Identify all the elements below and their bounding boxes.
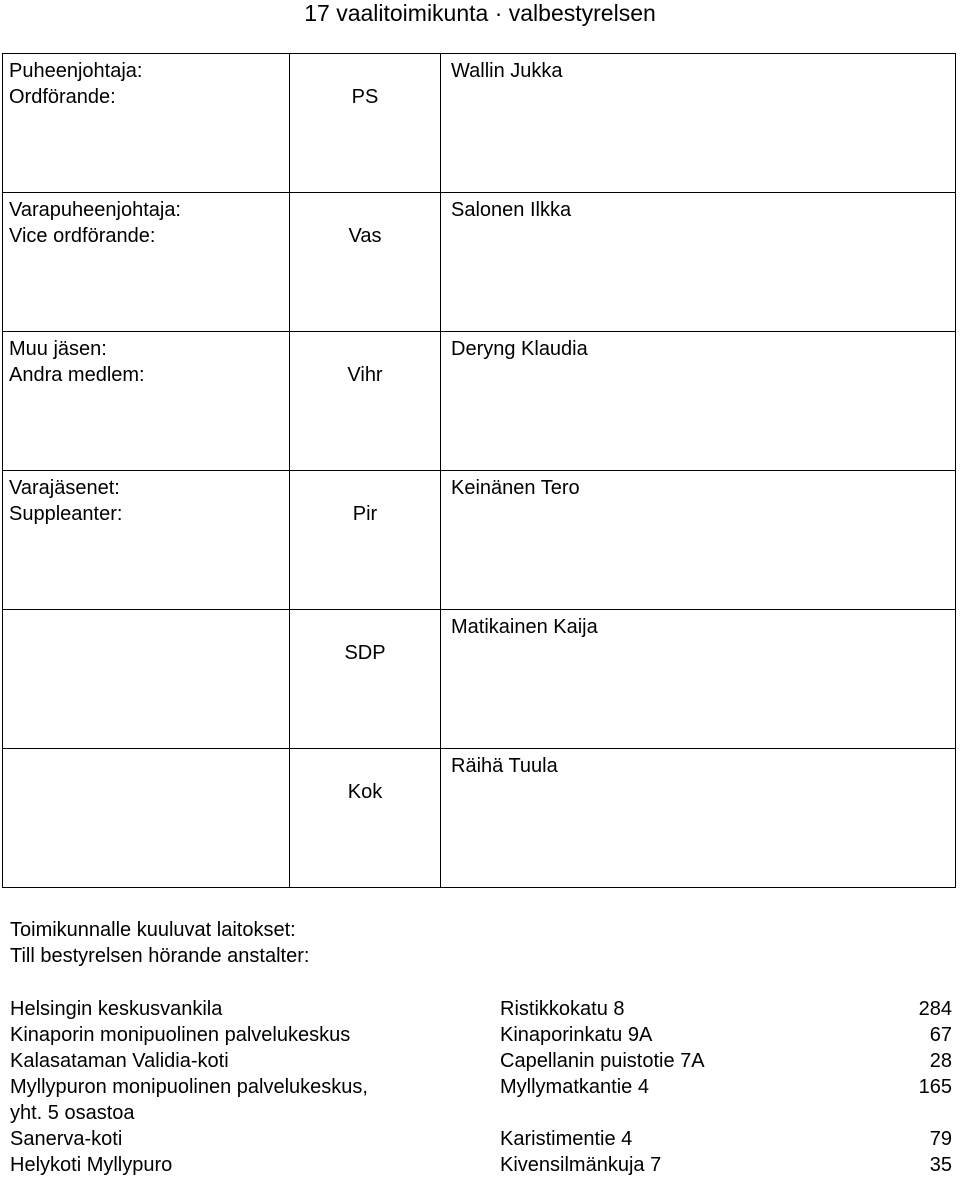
institution-name: Sanerva-koti <box>10 1128 123 1150</box>
institution-name: yht. 5 osastoa <box>10 1102 135 1124</box>
member-name-cell <box>441 54 956 193</box>
role-fi: Muu jäsen: <box>9 338 107 360</box>
institution-count: 284 <box>918 998 952 1020</box>
institution-name: Kinaporin monipuolinen palvelukeskus <box>10 1024 351 1046</box>
institution-address: Capellanin puistotie 7A <box>500 1050 705 1072</box>
role-cell <box>3 610 290 749</box>
member-name: Deryng Klaudia <box>451 338 588 360</box>
role-cell <box>3 54 290 193</box>
member-name: Salonen Ilkka <box>451 199 572 221</box>
institution-address: Myllymatkantie 4 <box>500 1076 649 1098</box>
institution-row <box>10 1048 952 1074</box>
role-cell <box>3 471 290 610</box>
member-name: Keinänen Tero <box>451 477 580 499</box>
role-sv: Suppleanter: <box>9 503 123 525</box>
role-cell <box>3 749 290 888</box>
institution-row <box>10 1152 952 1178</box>
member-name-cell <box>441 332 956 471</box>
institution-row <box>10 1126 952 1152</box>
party-cell: Vihr <box>290 332 441 471</box>
institution-count: 67 <box>929 1024 952 1046</box>
institution-name: Kalasataman Validia-koti <box>10 1050 229 1072</box>
institutions-heading-sv: Till bestyrelsen hörande anstalter: <box>10 945 310 967</box>
committee-row <box>3 332 956 471</box>
role-fi: Varajäsenet: <box>9 477 120 499</box>
institutions-list <box>10 996 952 1178</box>
role-fi: Puheenjohtaja: <box>9 60 143 82</box>
role-cell <box>3 193 290 332</box>
committee-table <box>2 53 956 888</box>
institution-name: Helsingin keskusvankila <box>10 998 223 1020</box>
role-sv: Vice ordförande: <box>9 225 156 247</box>
member-name-cell <box>441 193 956 332</box>
role-fi: Varapuheenjohtaja: <box>9 199 181 221</box>
institution-row <box>10 1022 952 1048</box>
institution-name: Myllypuron monipuolinen palvelukeskus, <box>10 1076 368 1098</box>
party-cell: Vas <box>290 193 441 332</box>
member-name-cell <box>441 749 956 888</box>
committee-row <box>3 749 956 888</box>
institution-count: 79 <box>929 1128 952 1150</box>
party-cell: Kok <box>290 749 441 888</box>
institution-count <box>830 1100 952 1126</box>
party-cell: Pir <box>290 471 441 610</box>
page-title: 17 vaalitoimikunta · valbestyrelsen <box>304 0 656 26</box>
institution-name: Helykoti Myllypuro <box>10 1154 173 1176</box>
member-name: Räihä Tuula <box>451 755 558 777</box>
institution-address: Karistimentie 4 <box>500 1128 633 1150</box>
party-cell: SDP <box>290 610 441 749</box>
institutions-heading-fi: Toimikunnalle kuuluvat laitokset: <box>10 919 296 941</box>
institution-count: 28 <box>929 1050 952 1072</box>
role-cell <box>3 332 290 471</box>
member-name: Matikainen Kaija <box>451 616 598 638</box>
member-name-cell <box>441 610 956 749</box>
institution-row <box>10 1100 952 1126</box>
institutions-heading <box>10 917 309 969</box>
member-name: Wallin Jukka <box>451 60 563 82</box>
institution-address: Kinaporinkatu 9A <box>500 1024 653 1046</box>
institution-row <box>10 1074 952 1100</box>
party-cell: PS <box>290 54 441 193</box>
institution-address: Kivensilmänkuja 7 <box>500 1154 662 1176</box>
institution-row <box>10 996 952 1022</box>
committee-row <box>3 54 956 193</box>
member-name-cell <box>441 471 956 610</box>
institution-address: Ristikkokatu 8 <box>500 998 625 1020</box>
committee-row <box>3 610 956 749</box>
institution-count: 165 <box>918 1076 952 1098</box>
role-sv: Andra medlem: <box>9 364 145 386</box>
institution-address <box>500 1100 830 1126</box>
role-sv: Ordförande: <box>9 86 116 108</box>
committee-row <box>3 193 956 332</box>
committee-row <box>3 471 956 610</box>
institution-count: 35 <box>929 1154 952 1176</box>
